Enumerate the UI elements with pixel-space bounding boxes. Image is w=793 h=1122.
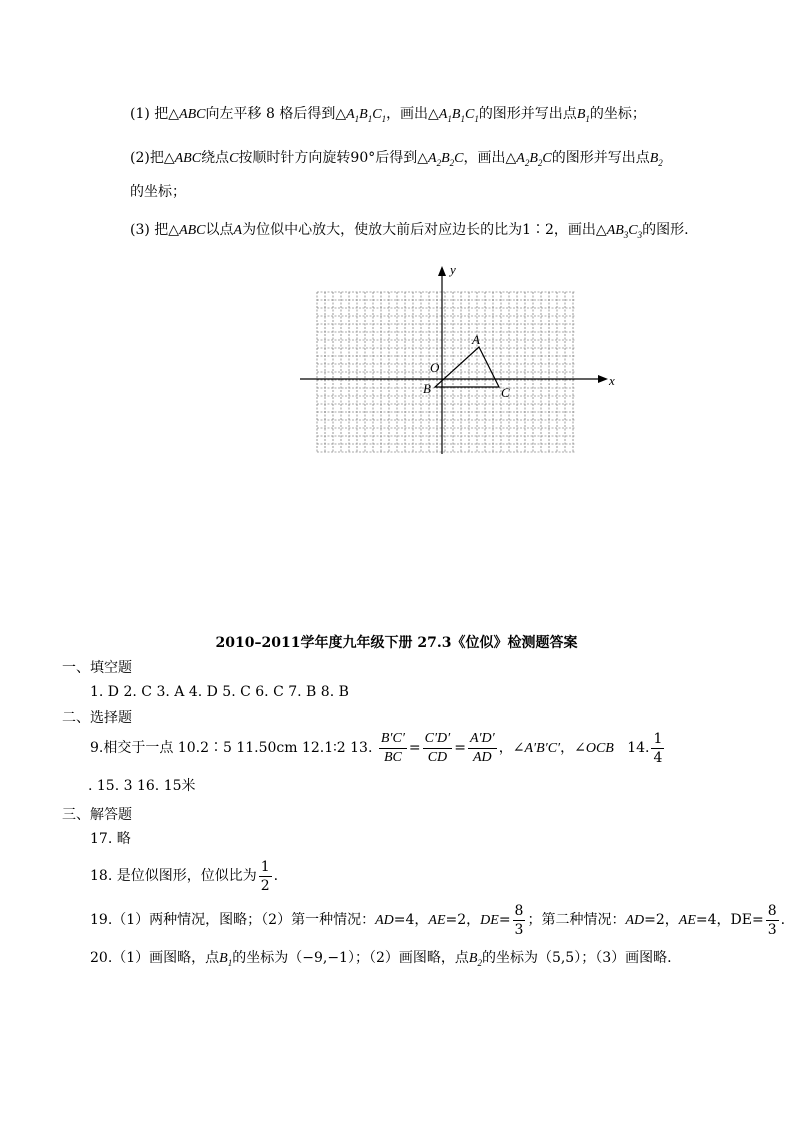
point-c-label: C [501,385,510,400]
answers-title: 2010–2011学年度九年级下册 27.3《位似》检测题答案 [215,635,578,651]
y-axis-arrow-icon [438,266,446,276]
answer-18: 18. 是位似图形，位似比为 $\frac{1}{2}$ . [90,858,279,894]
section-1-answers: 1. D 2. C 3. A 4. D 5. C 6. C 7. B 8. B [90,684,349,700]
fraction-q19-second: $\frac{8}{3}$ [767,902,777,938]
question-1: (1) 把△ABC向左平移 8 格后得到$\triangle A_1B_1C_1$，画出$\triangle A_1B_1C_1$的图形并写出点$B_1$的坐标； [130,106,646,124]
fraction-bc: $\frac{B'C'}{BC}$ [380,730,405,765]
answers-9-14: 9.相交于一点 10.2∶5 11.50cm 12.1∶2 13. $\frac{B'C'}{BC}$ = $\frac{C'D'}{CD}$ = $\frac{A'D'}{AD}$ ，∠A′B′C′，∠OCB 14. $\frac{1}{4}$ [90,730,663,766]
question-2: (2)把△ABC绕点C按顺时针方向旋转90°后得到$\triangle A_2B_2C$，画出$\triangle A_2B_2C$的图形并写出点$B_2$ [130,150,663,168]
coordinate-grid-figure [300,262,630,462]
point-b-label: B [423,381,431,396]
question-2-cont: 的坐标； [130,184,186,200]
section-3-heading: 三、解答题 [62,807,132,823]
section-2-heading: 二、选择题 [62,710,132,726]
point-a-label: A [472,332,480,347]
x-axis-label: x [609,373,615,388]
fraction-q14: $\frac{1}{4}$ [653,730,663,766]
fraction-q18: $\frac{1}{2}$ [260,858,270,894]
section-1-heading: 一、填空题 [62,660,132,676]
triangle-abc [435,347,499,387]
origin-label: O [430,360,440,375]
fraction-ad: $\frac{A'D'}{AD}$ [469,730,495,765]
answer-17: 17. 略 [90,831,131,847]
answer-20: 20.（1）画图略，点$B_1$的坐标为（−9,−1）；（2）画图略，点$B_2$的坐标为（5,5）；（3）画图略. [90,950,672,968]
x-axis-arrow-icon [598,375,608,383]
y-axis-label: y [450,262,456,277]
grid-lines [317,292,575,452]
fraction-q19-first: $\frac{8}{3}$ [514,902,524,938]
question-3: (3) 把△ABC以点A为位似中心放大，使放大前后对应边长的比为1∶2，画出$\triangle AB_3C_3$的图形. [130,222,689,240]
fraction-cd: $\frac{C'D'}{CD}$ [424,730,451,765]
answer-19: 19.（1）两种情况，图略；（2）第一种情况：AD=4，AE=2，DE= $\frac{8}{3}$ ；第二种情况：AD=2，AE=4，DE= $\frac{8}{3}$ . [90,902,786,938]
answers-15-16: . 15. 3 16. 15米 [88,778,196,794]
